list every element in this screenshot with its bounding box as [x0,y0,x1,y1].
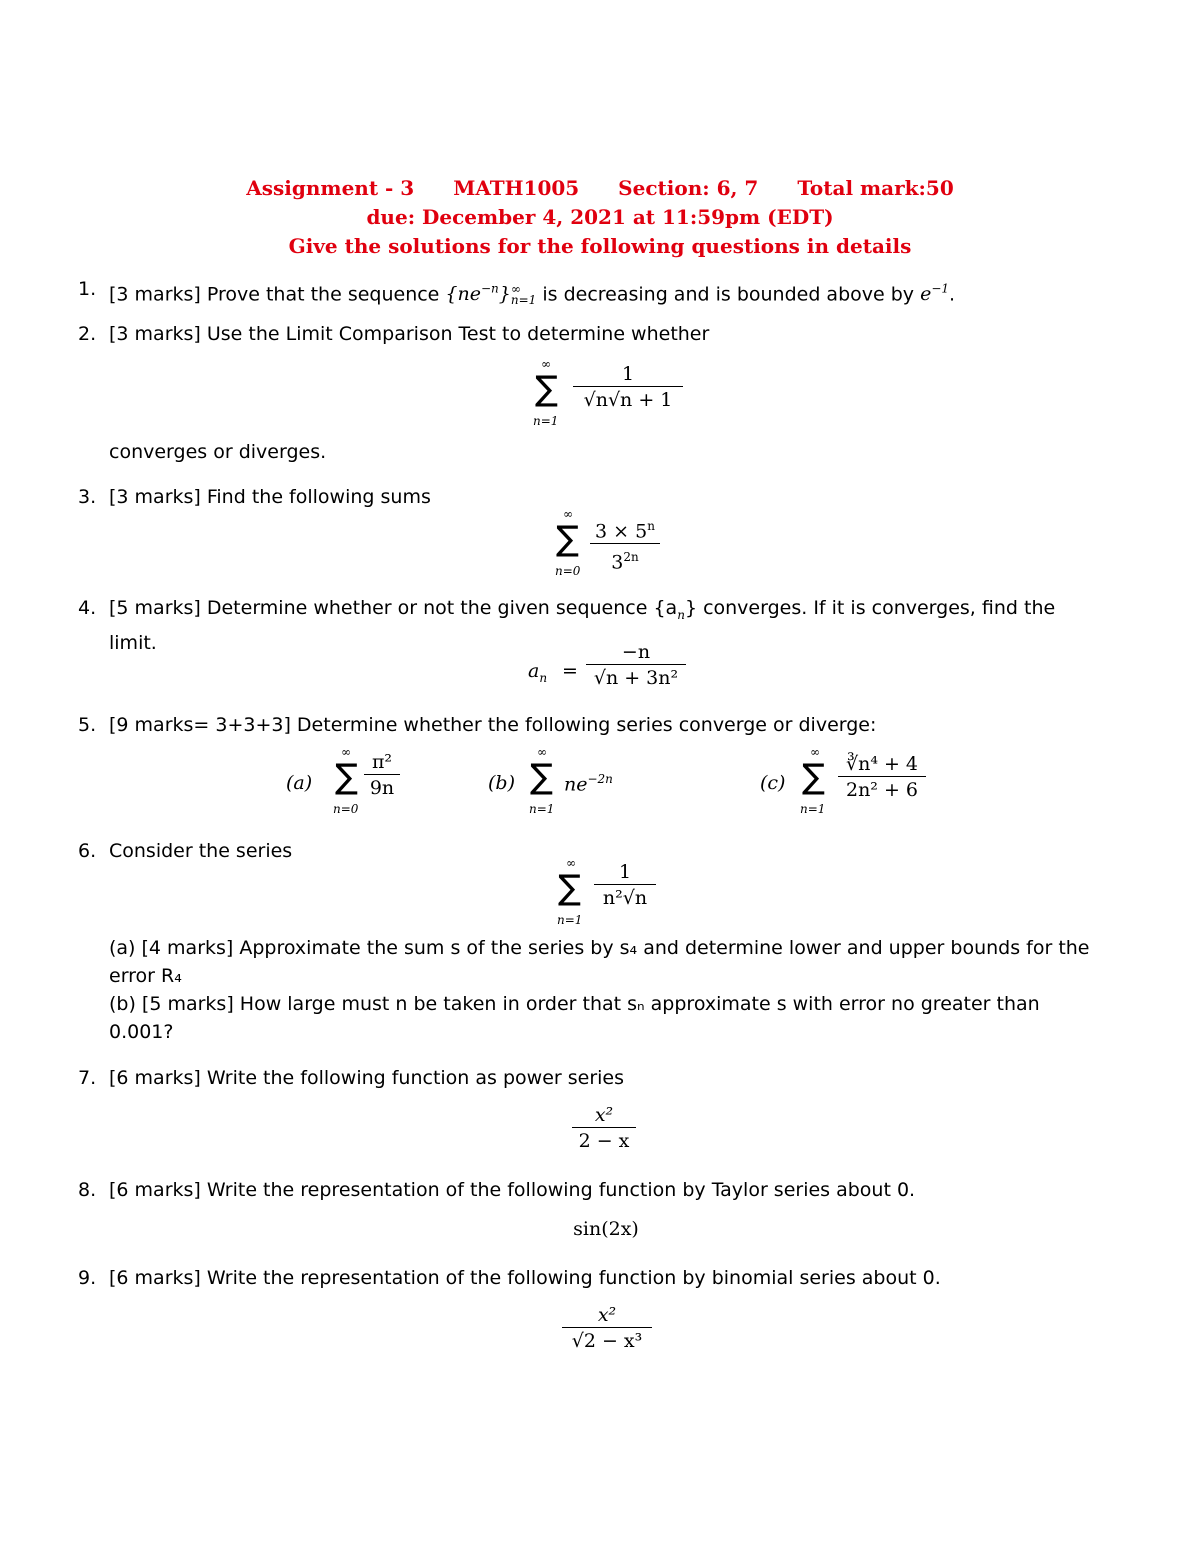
q4-text-sub: n [677,607,685,622]
numerator-base: 3 × 5 [595,520,648,543]
sigma-symbol: ∑ [558,868,581,908]
due-date: due: December 4, 2021 at 11:59pm (EDT) [366,205,834,229]
denominator: √n + 3n² [593,667,679,689]
q8-formula: sin(2x) [573,1218,639,1240]
fraction [594,860,656,911]
sum-lower: n=1 [529,802,555,816]
fraction [573,362,683,413]
q1-seq-close: } [498,283,511,306]
term-base: ne [564,773,588,796]
q1-text-b: is decreasing and is bounded above by [536,283,921,306]
denominator [590,544,660,575]
question-text: [6 marks] Write the following function as power series [109,1067,625,1089]
question-number: 7. [78,1067,97,1089]
numerator: x² [594,1104,614,1126]
sum-lower: n=1 [533,414,559,428]
fraction [572,1103,636,1154]
question-number: 9. [78,1267,97,1289]
numerator: 1 [618,861,632,883]
sigma-symbol: ∑ [535,369,558,409]
q1-bound-base: e [920,283,932,306]
term-exp: −2n [587,772,613,786]
denominator-base: 3 [611,551,624,574]
numerator: π² [371,751,393,773]
sigma-symbol: ∑ [802,757,825,797]
q1-seq-exp: −n [481,282,499,296]
fraction [364,750,400,801]
sigma-symbol: ∑ [556,519,579,559]
denominator: 2n² + 6 [845,779,919,801]
total-mark: Total mark:50 [797,176,954,200]
question-number: 3. [78,486,97,508]
sum-upper: ∞ [563,507,573,521]
instruction: Give the solutions for the following questions in details [288,234,912,258]
question-text [109,275,1109,308]
q1-text-a: [3 marks] Prove that the sequence [109,283,446,306]
sum-lower: n=0 [333,802,359,816]
sum-upper: ∞ [341,745,351,759]
denominator: √2 − x³ [571,1330,643,1352]
sum-lower: n=0 [555,564,581,578]
course-code: MATH1005 [453,176,580,200]
equals-sign: = [562,660,578,682]
numerator: x² [597,1304,617,1326]
fraction [838,752,926,803]
sum-lower: n=1 [800,802,826,816]
lhs [528,660,547,685]
section-label: Section: 6, 7 [618,176,759,200]
fraction [586,640,686,691]
numerator: ∛n⁴ + 4 [845,753,919,775]
question-number: 8. [78,1179,97,1201]
question-number: 2. [78,323,97,345]
denominator: 2 − x [578,1130,630,1152]
assignment-header-line [0,176,1200,200]
question-text: (a) [4 marks] Approximate the sum s of the series by s₄ and determine lower and upper bounds for the error R₄ [109,937,1090,987]
numerator-exp: n [647,519,655,533]
numerator: 1 [621,363,635,385]
question-text: [9 marks= 3+3+3] Determine whether the following series converge or diverge: [109,714,877,736]
numerator [590,514,660,543]
denominator: n²√n [602,887,648,909]
sum-lower: n=1 [557,913,583,927]
q1-seq-sub: n=1 [510,293,537,308]
q1-seq: {ne [445,283,481,306]
question-number: 4. [78,597,97,619]
part-label: (a) [286,772,313,794]
question-text: [3 marks] Find the following sums [109,486,431,508]
question-text: [6 marks] Write the representation of the following function by binomial series about 0. [109,1267,941,1289]
q1-bound [920,283,949,305]
question-number: 5. [78,714,97,736]
denominator: 9n [369,777,395,799]
question-text: (b) [5 marks] How large must n be taken in order that sₙ approximate s with error no greater than 0.001? [109,993,1040,1043]
lhs-sub: n [539,670,548,685]
sum-upper: ∞ [810,745,820,759]
q1-text-c: . [949,283,956,306]
denominator-exp: 2n [623,550,639,565]
fraction [562,1303,652,1354]
q1-bound-exp: −1 [931,282,950,296]
fraction [590,514,660,576]
q1-sequence [445,282,537,308]
question-text: [3 marks] Use the Limit Comparison Test to determine whether [109,323,710,345]
q4-text-b: } converges. If it is converges, find the limit. [109,597,1056,654]
assignment-title: Assignment - 3 [246,176,415,200]
series-term [564,772,613,795]
sum-upper: ∞ [566,856,576,870]
numerator: −n [621,641,651,663]
sum-upper: ∞ [537,745,547,759]
sigma-symbol: ∑ [530,757,553,797]
part-label: (c) [760,772,786,794]
sigma-symbol: ∑ [335,757,358,797]
question-text: [6 marks] Write the representation of the following function by Taylor series about 0. [109,1179,916,1201]
question-number: 6. [78,840,97,862]
question-text: converges or diverges. [109,441,327,463]
q1-seq-sup: ∞ [510,282,521,297]
sum-upper: ∞ [541,357,551,371]
question-number: 1. [78,278,97,300]
part-label: (b) [488,772,515,794]
q4-text-a: [5 marks] Determine whether or not the given sequence {a [109,597,678,619]
question-text: Consider the series [109,840,293,862]
denominator: √n√n + 1 [583,389,673,411]
lhs-base: a [528,660,540,682]
